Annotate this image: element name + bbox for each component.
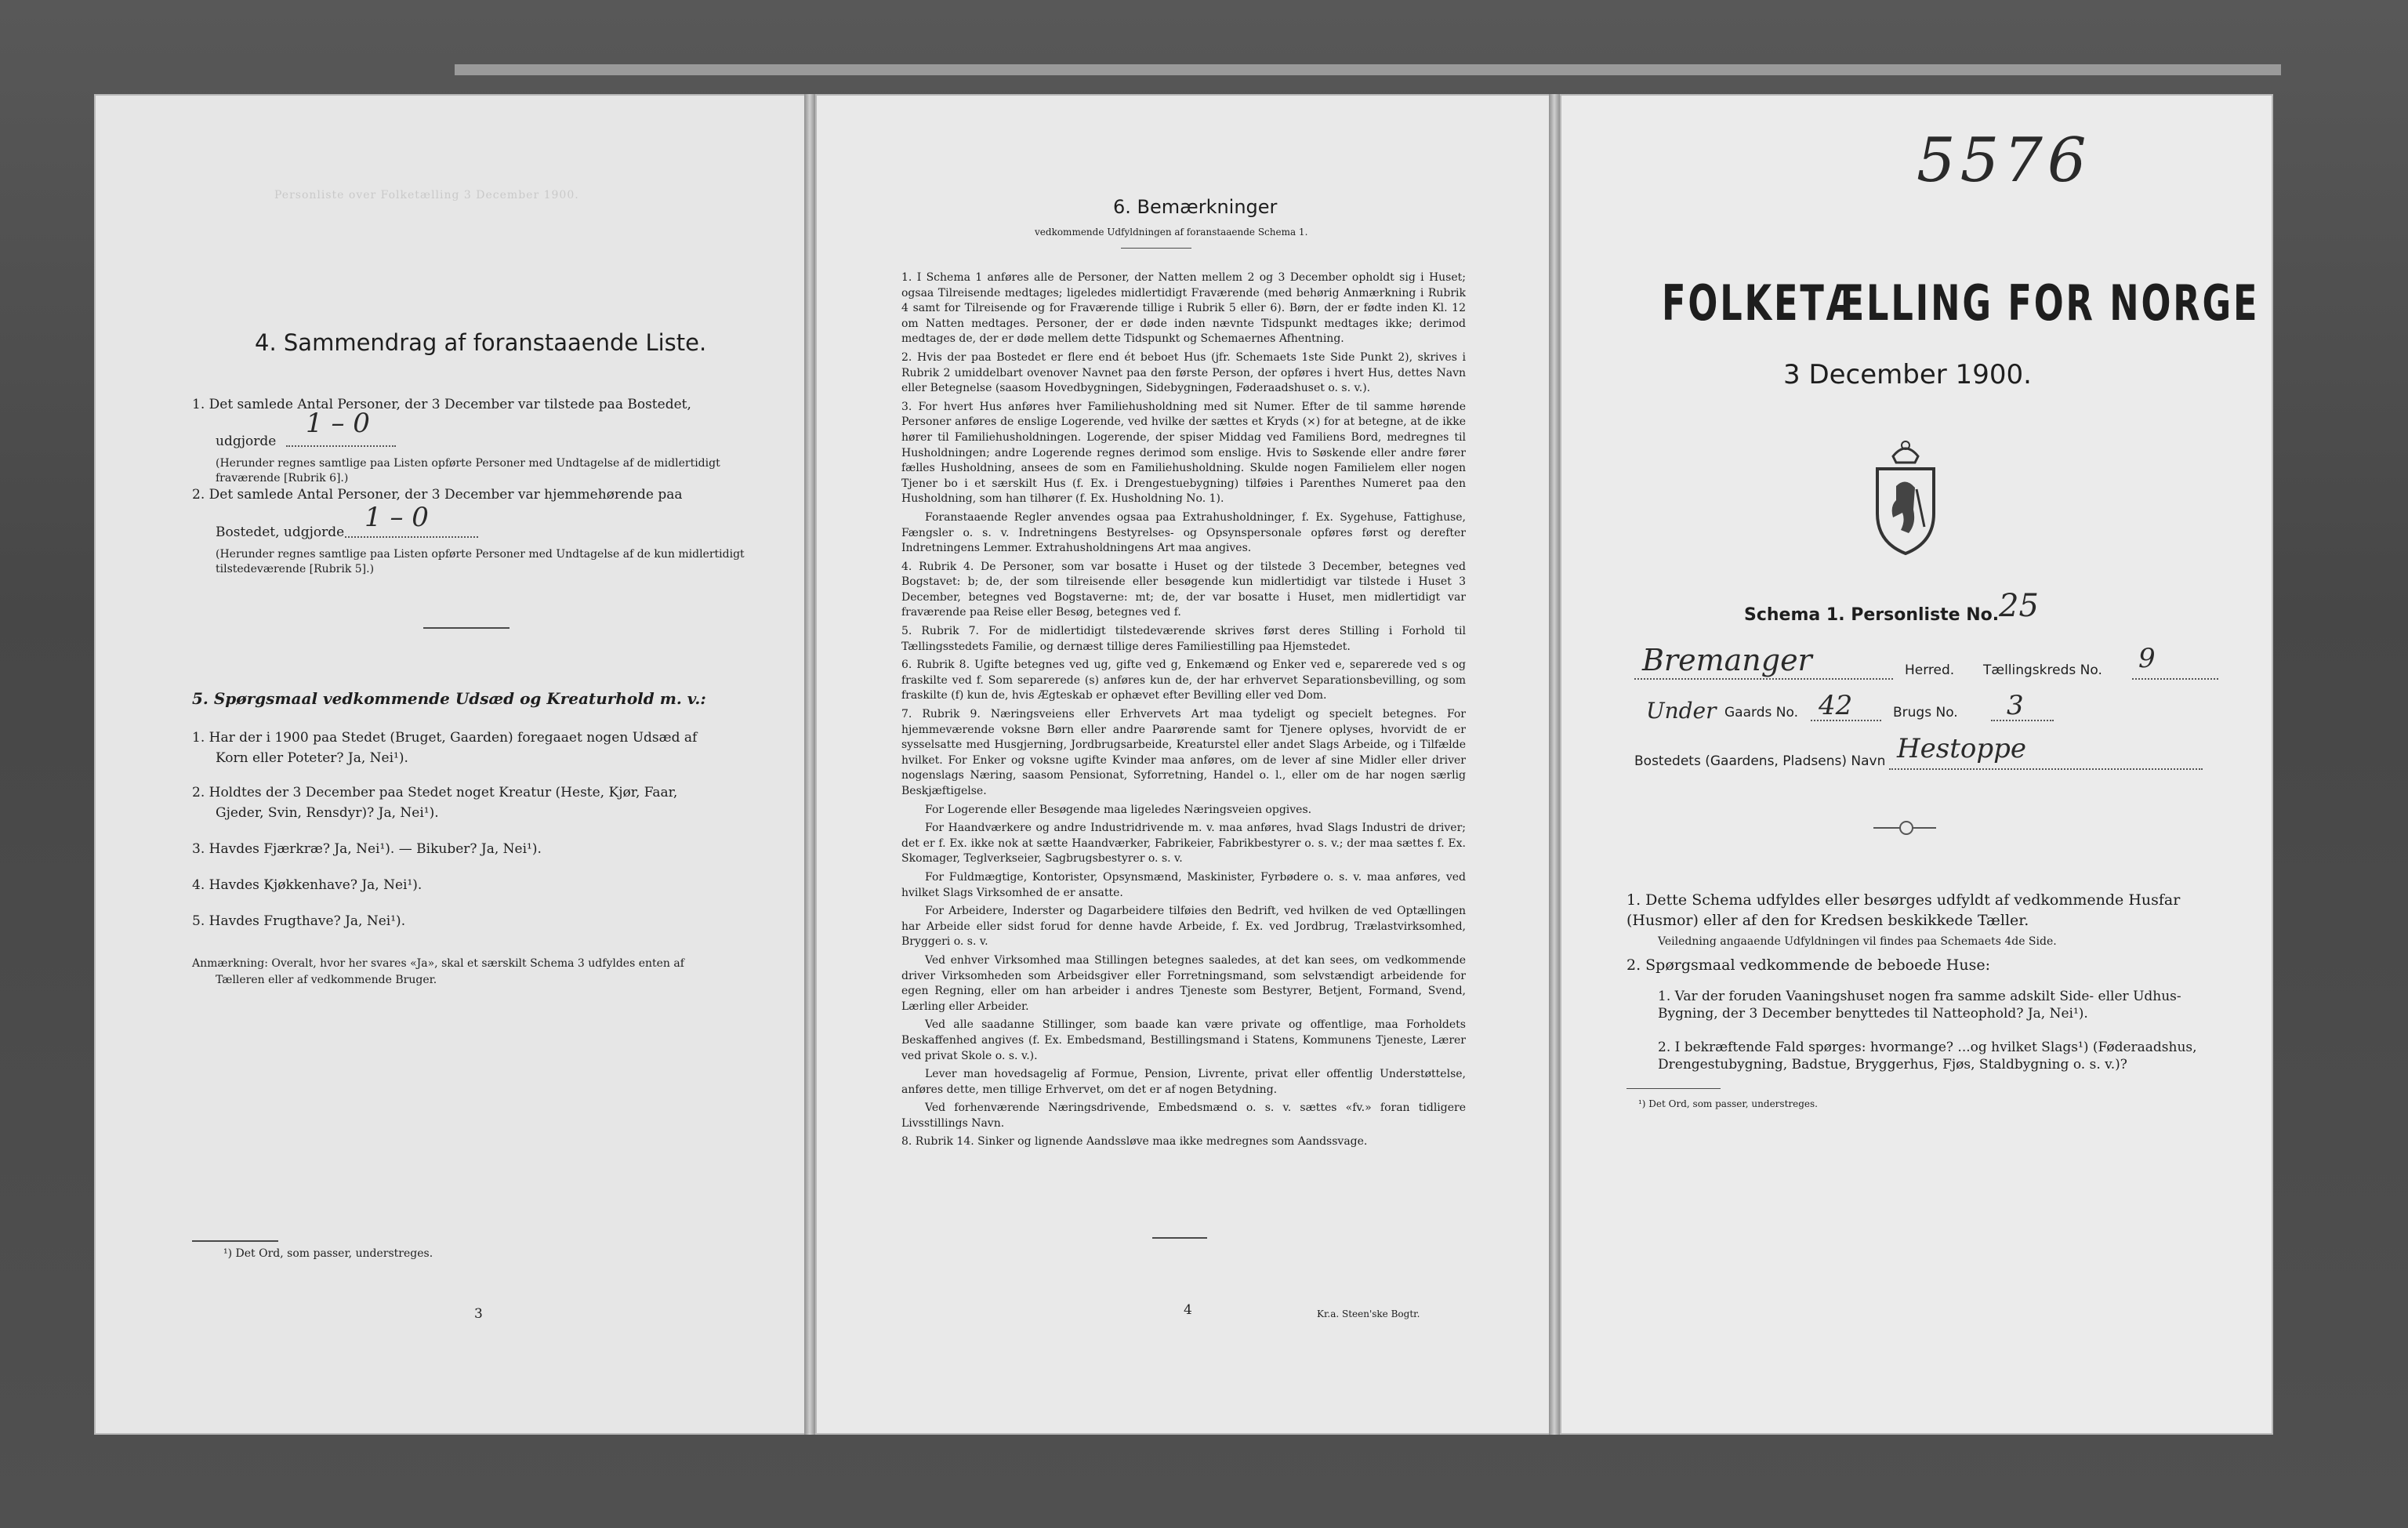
remark-3b: Foranstaaende Regler anvendes ogsaa paa Extrahusholdninger, f. Ex. Sygehuse, Fattighuse, Fængsler o. s. v. Indretningens Bestyrelses- og Opsynspersonale opføres først og derefter Indretningens Lemmer. Extrahusholdningens Art maa angives. — [901, 510, 1466, 555]
instruction-1-note: Veiledning angaaende Udfyldningen vil findes paa Schemaets 4de Side. — [1658, 935, 2057, 948]
item1-handwritten: 1 – 0 — [306, 408, 370, 439]
q5: 5. Havdes Frugthave? Ja, Nei¹). — [192, 913, 406, 929]
faded-header: Personliste over Folketælling 3 December 1900. — [274, 189, 579, 201]
remark-7c: For Haandværkere og andre Industridrivende m. v. maa anføres, hvad Slags Industri de driver; det er f. Ex. ikke nok at sætte Haandværker, Fabrikeier, Fabrikbestyrer o. s. v.; der maa sættes f. Ex. Skomager, Teglverkseier, Sagbrugsbestyrer o. s. v. — [901, 822, 1466, 866]
remark-8: 8. Rubrik 14. Sinker og lignende Aandssløve maa ikke medregnes som Aandssvage. — [901, 1135, 1368, 1149]
instruction-2-2: 2. I bekræftende Fald spørges: hvormange? ...og hvilket Slags¹) (Føderaadshus, Drengestubygning, Badstue, Bryggerhus, Fjøs, Staldbygning o. s. v.)? — [1658, 1040, 2197, 1073]
item2-label: Bostedet, udgjorde — [216, 524, 345, 540]
remark-7d: For Fuldmægtige, Kontorister, Opsynsmænd, Maskinister, Fyrbødere o. s. v. maa anføres, ved hvilket Slags Virksomhed de er ansatte. — [901, 870, 1466, 899]
left-page — [94, 94, 807, 1435]
printer-mark: Kr.a. Steen'ske Bogtr. — [1317, 1308, 1420, 1319]
top-binding-strip — [455, 64, 2281, 75]
remarks-list — [901, 270, 1466, 1153]
remarks-subtitle: vedkommende Udfyldningen af foranstaaende Schema 1. — [1035, 227, 1308, 238]
census-date: 3 December 1900. — [1783, 359, 2032, 390]
remark-5: 5. Rubrik 7. For de midlertidigt tilstedeværende skrives først deres Stilling i Forhold til Tællingsstedets Familie, og dernæst tillige deres Familiestilling paa Hjemstedet. — [901, 625, 1466, 653]
page-number: 4 — [1184, 1302, 1192, 1318]
norwegian-coat-of-arms-icon — [1869, 439, 1942, 557]
q3: 3. Havdes Fjærkræ? Ja, Nei¹). — Bikuber? Ja, Nei¹). — [192, 841, 542, 857]
remark-7i: Ved forhenværende Næringsdrivende, Embedsmænd o. s. v. sættes «fv.» foran tidligere Livsstillings Navn. — [901, 1102, 1466, 1130]
gaard-label: Gaards No. — [1724, 705, 1798, 720]
item1-note: (Herunder regnes samtlige paa Listen opførte Personer med Undtagelse af de midlertidigt fraværende [Rubrik 6].) — [216, 457, 720, 485]
remark-7f: Ved enhver Virksomhed maa Stillingen betegnes saaledes, at det kan sees, om vedkommende driver Virksomheden som Arbeidsgiver eller Forretningsmand, som selvstændigt arbeidende for egen Regning, eller om han arbeider i andres Tjeneste som Bestyrer, Betjent, Formand, Svend, Lærling eller Arbeider. — [901, 953, 1466, 1013]
footnote-rule — [192, 1240, 278, 1242]
gaard-prefix: Under — [1646, 698, 1717, 724]
handwritten-archive-number: 5576 — [1917, 125, 2091, 196]
section4-title: 4. Sammendrag af foranstaaende Liste. — [255, 329, 707, 356]
remark-7e: For Arbeidere, Inderster og Dagarbeidere tilføies den Bedrift, ved hvilken de ved Optællingen har Arbeide eller sidst forud for denne havde Arbeide, f. Ex. ved Jordbrug, Trælastvirksomhed, Bryggeri o. s. v. — [901, 905, 1466, 949]
schema-number: 25 — [1999, 588, 2039, 624]
bosted-value: Hestoppe — [1897, 733, 2027, 764]
remark-3: 3. For hvert Hus anføres hver Familiehusholdning med sit Numer. Efter de til samme hørende Personer anføres de enslige Logerende, ved hvilke der sættes et Kryds (×) for at betegne, at de ikke hører til Familiehusholdningen. Logerende, der spiser Middag ved Familiens Bord, medregnes til Husholdningen; andre Logerende regnes derimod som enslige. Hvis to Søskende eller andre fører fælles Husholdning, ansees de som en Familiehusholdning. Skulde nogen Familielem eller nogen Tjener bo i et særskilt Hus (f. Ex. i Drengestuebygning) tilføies i Parenthes Numeret paa den Husholdning, som han tilhører (f. Ex. Husholdning No. 1). — [901, 400, 1466, 506]
remark-7: 7. Rubrik 9. Næringsveiens eller Erhvervets Art maa tydeligt og specielt betegnes. For hjemmeværende voksne Børn eller andre Paarørende samt for Tjenere oplyses, hvorvidt de er sysselsatte med Husgjerning, Jordbrugsarbeide, Kreaturstel eller andet Slags Arbeide, og i Tilfælde hvilket. For Enker og voksne ugifte Kvinder maa anføres, om de lever af sine Midler eller driver nogenslags Næring, saasom Pensionat, Syforretning, Handel o. l., eller om de har nogen særlig Beskjæftigelse. — [901, 708, 1466, 797]
kreds-label: Tællingskreds No. — [1983, 662, 2102, 678]
gaard-value: 42 — [1819, 690, 1853, 721]
left-gutter — [804, 94, 815, 1435]
item2-line1: 2. Det samlede Antal Personer, der 3 December var hjemmehørende paa — [192, 487, 683, 503]
bosted-dotline — [1889, 768, 2203, 770]
footnote-rule — [1626, 1088, 1721, 1089]
remark-line2: Tælleren eller af vedkommende Bruger. — [216, 974, 437, 986]
right-page — [1560, 94, 2273, 1435]
brugs-dotline — [1991, 720, 2054, 721]
herred-value: Bremanger — [1642, 643, 1812, 677]
q1b: Korn eller Poteter? Ja, Nei¹). — [216, 750, 408, 766]
q2b: Gjeder, Svin, Rensdyr)? Ja, Nei¹). — [216, 805, 439, 821]
section5-title: 5. Spørgsmaal vedkommende Udsæd og Kreaturhold m. v.: — [192, 689, 706, 708]
bosted-label: Bostedets (Gaardens, Pladsens) Navn — [1634, 753, 1886, 769]
remark-4: 4. Rubrik 4. De Personer, som var bosatte i Huset og der tilstede 3 December, betegnes ved Bogstavet: b; de, der som tilreisende eller besøgende kun midlertidigt var tilstede i Huset 3 December, betegnes ved Bogstaverne: mt; de, der var bosatte i Huset, men midlertidigt var fraværende paa Reise eller Besøg, betegnes ved f. — [901, 560, 1466, 619]
q2a: 2. Holdtes der 3 December paa Stedet noget Kreatur (Heste, Kjør, Faar, — [192, 785, 678, 800]
herred-label: Herred. — [1905, 662, 1955, 678]
remark-2: 2. Hvis der paa Bostedet er flere end ét beboet Hus (jfr. Schemaets 1ste Side Punkt 2), skrives i Rubrik 2 umiddelbart ovenover Navnet paa den første Person, der opføres i hvert Hus, dettes Navn eller Betegnelse (saasom Hovedbygningen, Sidebygningen, Føderaadshuset o. s. v.). — [901, 350, 1466, 395]
ornament-icon — [1899, 821, 1913, 835]
instruction-2: 2. Spørgsmaal vedkommende de beboede Huse: — [1626, 956, 1990, 974]
kreds-value: 9 — [2138, 643, 2156, 674]
gaard-dotline — [1811, 720, 1881, 721]
remark-7h: Lever man hovedsagelig af Formue, Pension, Livrente, privat eller offentlig Understøttelse, anføres dette, men tillige Erhvervet, om det er af nogen Betydning. — [901, 1068, 1466, 1096]
item2-dotline — [345, 536, 478, 538]
remark-1: 1. I Schema 1 anføres alle de Personer, der Natten mellem 2 og 3 December opholdt sig i Huset; ogsaa Tilreisende medtages; ligeledes midlertidigt Fraværende (med behørig Anmærkning i Rubrik 4 samt for Tilreisende og for Fraværende tillige i Rubrik 5 eller 6). Børn, der er fødte inden Kl. 12 om Natten medtages. Personer, der er døde inden nævnte Tidspunkt medtages ikke; derimod medtages de, der er døde mellem dette Tidspunkt og Schemaernes Afhentning. — [901, 271, 1466, 346]
right-gutter — [1549, 94, 1560, 1435]
item2-note: (Herunder regnes samtlige paa Listen opførte Personer med Undtagelse af de kun midlertidigt tilstedeværende [Rubrik 5].) — [216, 548, 745, 575]
item2-handwritten: 1 – 0 — [364, 502, 429, 533]
item1-line1: 1. Det samlede Antal Personer, der 3 December var tilstede paa Bostedet, — [192, 397, 691, 412]
remarks-title: 6. Bemærkninger — [1113, 196, 1278, 218]
remark-6: 6. Rubrik 8. Ugifte betegnes ved ug, gifte ved g, Enkemænd og Enker ved e, separerede ved s og fraskilte ved f. Som separerede (s) anføres kun de, der har erhvervet Separationsbevilling, og som fraskilte (f) kun de, hvis Ægteskab er ophævet efter Bevilling eller ved Dom. — [901, 659, 1466, 702]
brugs-value: 3 — [2007, 690, 2024, 721]
main-title: FOLKETÆLLING FOR NORGE — [1662, 274, 2260, 332]
end-rule — [1152, 1237, 1207, 1239]
kreds-dotline — [2132, 678, 2218, 680]
divider — [423, 627, 510, 629]
footnote: ¹) Det Ord, som passer, understreges. — [1638, 1098, 1818, 1109]
q1a: 1. Har der i 1900 paa Stedet (Bruget, Gaarden) foregaaet nogen Udsæd af — [192, 730, 698, 746]
remarks-title-rule — [1121, 248, 1191, 249]
remark-7g: Ved alle saadanne Stillinger, som baade kan være private og offentlige, maa Forholdets Beskaffenhed angives (f. Ex. Embedsmand, Bestillingsmand i Statens, Kommunens Tjeneste, Lærer ved privat Skole o. s. v.). — [901, 1018, 1466, 1062]
schema-label: Schema 1. Personliste No. — [1744, 605, 2000, 625]
instruction-2-1: 1. Var der foruden Vaaningshuset nogen fra samme adskilt Side- eller Udhus-Bygning, der 3 December benyttedes til Natteophold? Ja, Nei¹). — [1658, 989, 2181, 1022]
remark-line1: Anmærkning: Overalt, hvor her svares «Ja», skal et særskilt Schema 3 udfyldes enten af — [192, 957, 684, 970]
instruction-1: 1. Dette Schema udfyldes eller besørges udfyldt af vedkommende Husfar (Husmor) eller af den for Kredsen beskikkede Tæller. — [1626, 891, 2181, 929]
footnote: ¹) Det Ord, som passer, understreges. — [223, 1247, 433, 1260]
page-number: 3 — [474, 1306, 483, 1322]
item1-label: udgjorde — [216, 434, 277, 449]
remark-7b: For Logerende eller Besøgende maa ligeledes Næringsveien opgives. — [925, 803, 1312, 816]
q4: 4. Havdes Kjøkkenhave? Ja, Nei¹). — [192, 877, 422, 893]
item1-dotline — [286, 445, 396, 447]
herred-dotline — [1634, 678, 1893, 680]
middle-page — [815, 94, 1552, 1435]
brugs-label: Brugs No. — [1893, 705, 1958, 720]
